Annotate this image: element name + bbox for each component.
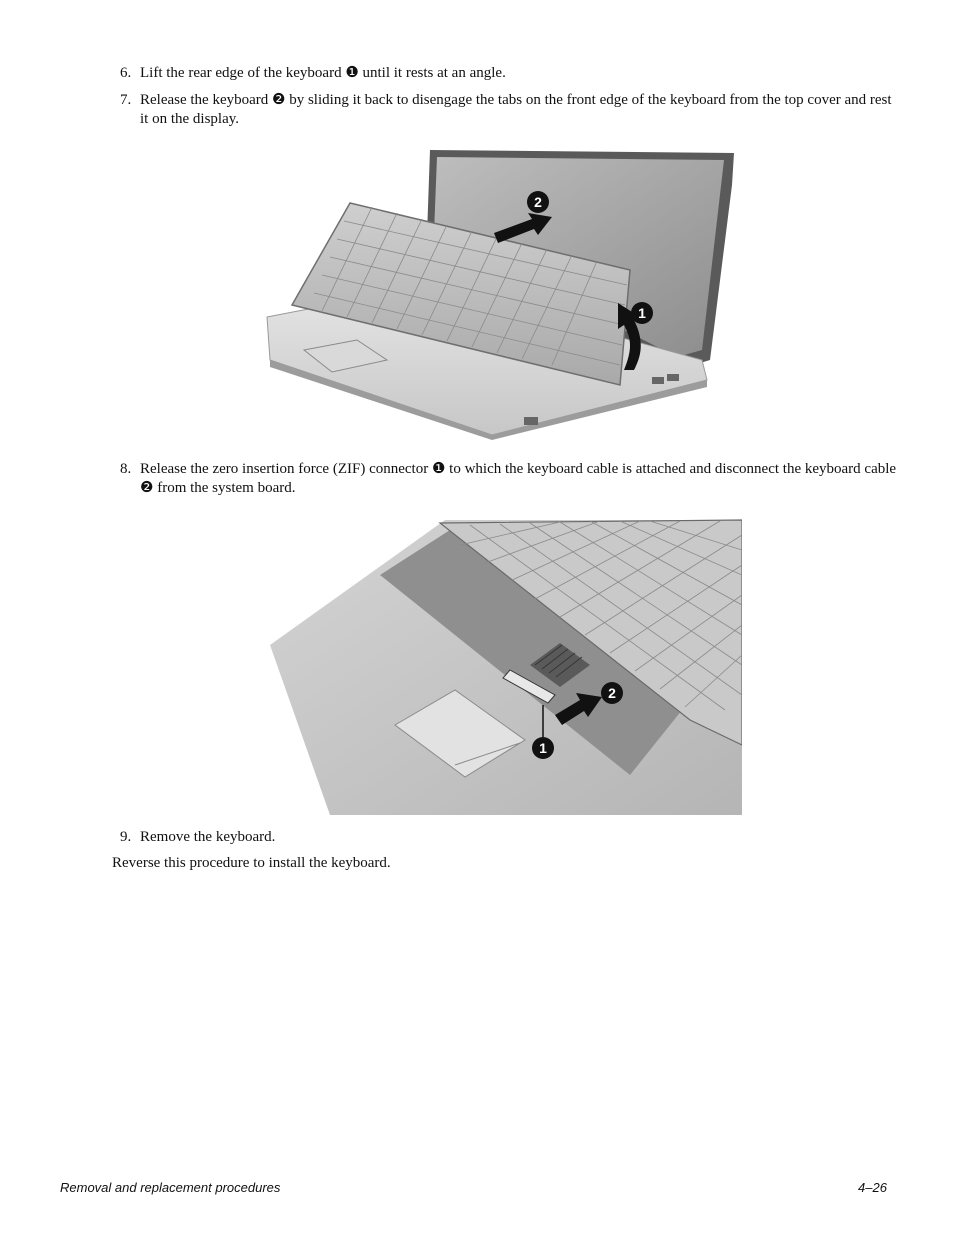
footer-section-title: Removal and replacement procedures xyxy=(60,1180,281,1195)
step-text: Release the zero insertion force (ZIF) connector ❶ to which the keyboard cable is attached and disconnect the keyboard cable ❷ from the system board. xyxy=(140,461,897,496)
callout-2-label: 2 xyxy=(608,685,616,701)
figure-zif-connector xyxy=(270,515,742,815)
callout-1-label: 1 xyxy=(638,305,646,321)
step-8 xyxy=(120,460,900,498)
step-number: 9. xyxy=(120,829,132,845)
figure-keyboard-lift xyxy=(262,145,742,440)
step-number: 6. xyxy=(120,65,132,81)
callout-1-label: 1 xyxy=(539,740,547,756)
step-text: Remove the keyboard. xyxy=(140,829,276,845)
step-6 xyxy=(120,64,900,83)
closing-paragraph: Reverse this procedure to install the keyboard. xyxy=(112,855,391,871)
step-number: 7. xyxy=(120,92,132,108)
footer-page-number: 4–26 xyxy=(858,1180,887,1195)
zif-connector-illustration xyxy=(270,515,742,815)
step-text: Release the keyboard ❷ by sliding it back to disengage the tabs on the front edge of the keyboard from the top cover and rest it on the display. xyxy=(140,92,892,127)
step-7 xyxy=(120,91,900,129)
step-text: Lift the rear edge of the keyboard ❶ until it rests at an angle. xyxy=(140,65,506,81)
step-number: 8. xyxy=(120,461,132,477)
step-9 xyxy=(120,828,900,847)
laptop-keyboard-lift-illustration xyxy=(262,145,742,440)
callout-2-label: 2 xyxy=(534,194,542,210)
